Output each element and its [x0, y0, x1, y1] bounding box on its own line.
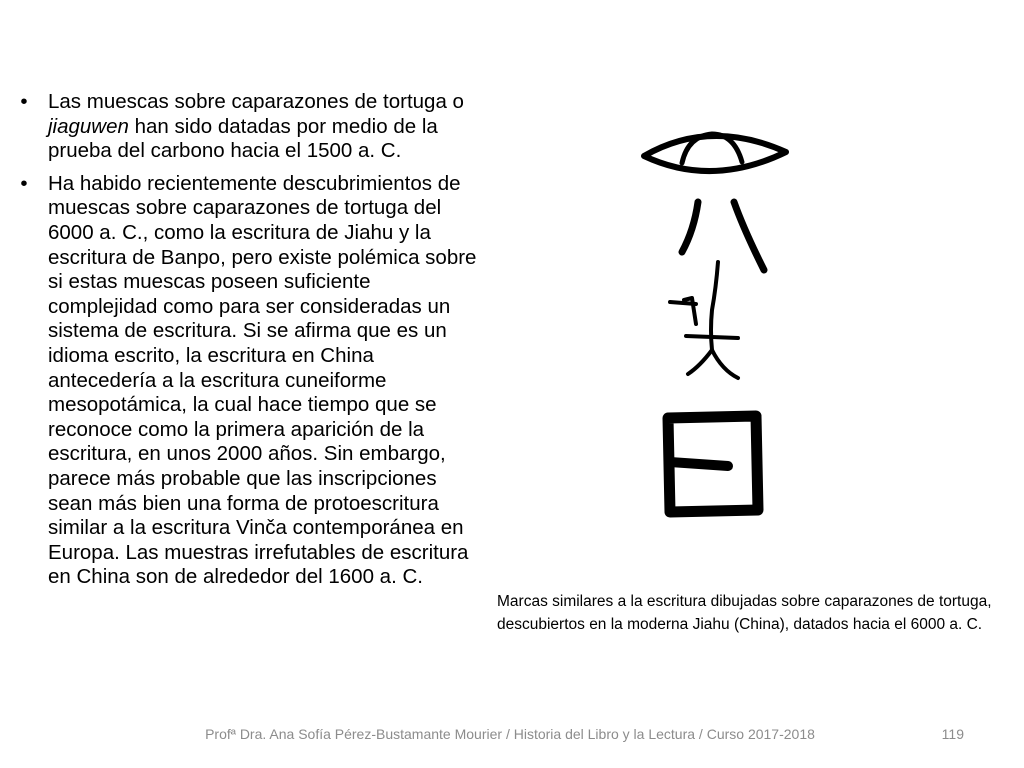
- bullet-list: [14, 90, 484, 598]
- bullet-text-start: Las muescas sobre caparazones de tortuga o: [48, 90, 464, 113]
- sun-symbol: [668, 416, 758, 512]
- bullet-text: Ha habido recientemente descubrimientos de muescas sobre caparazones de tortuga del 6000 a. C., como la escritura de Jiahu y la escritura de Banpo, pero existe polémica sobre si estas muescas poseen suficiente complejidad como para ser consideradas un sistema de escritura. Si se afirma que es un idioma escrito, la escritura en China antecedería a la escritura cuneiforme mesopotámica, la cual hace tiempo que se reconoce como la primera aparición de la escritura, en unos 2000 años. Sin embargo, parece más probable que las inscripciones sean más bien una forma de protoescritura similar a la escritura Vinča contemporánea en Europa. Las muestras irrefutables de escritura en China son de alrededor del 1600 a. C.: [48, 171, 477, 589]
- bullet-text-end: han sido datadas por medio de la prueba del carbono hacia el 1500 a. C.: [48, 114, 438, 163]
- image-caption: Marcas similares a la escritura dibujadas sobre caparazones de tortuga, descubiertos en la moderna Jiahu (China), datados hacia el 6000 a. C.: [497, 593, 992, 633]
- eye-symbol: [644, 134, 786, 171]
- bullet-item: [14, 90, 484, 164]
- jiahu-symbols-illustration: [630, 118, 800, 528]
- person-symbol: [670, 262, 738, 378]
- bullet-marker: •: [20, 90, 28, 113]
- bullet-item: [14, 172, 484, 590]
- bullet-text: [48, 90, 464, 162]
- page-number: 119: [941, 726, 964, 742]
- eight-symbol: [682, 202, 764, 270]
- footer-credit: Profª Dra. Ana Sofía Pérez-Bustamante Mourier / Historia del Libro y la Lectura / Curso 2017-2018: [205, 726, 815, 742]
- bullet-marker: •: [20, 171, 28, 195]
- bullet-text-emphasis: jiaguwen: [48, 114, 129, 138]
